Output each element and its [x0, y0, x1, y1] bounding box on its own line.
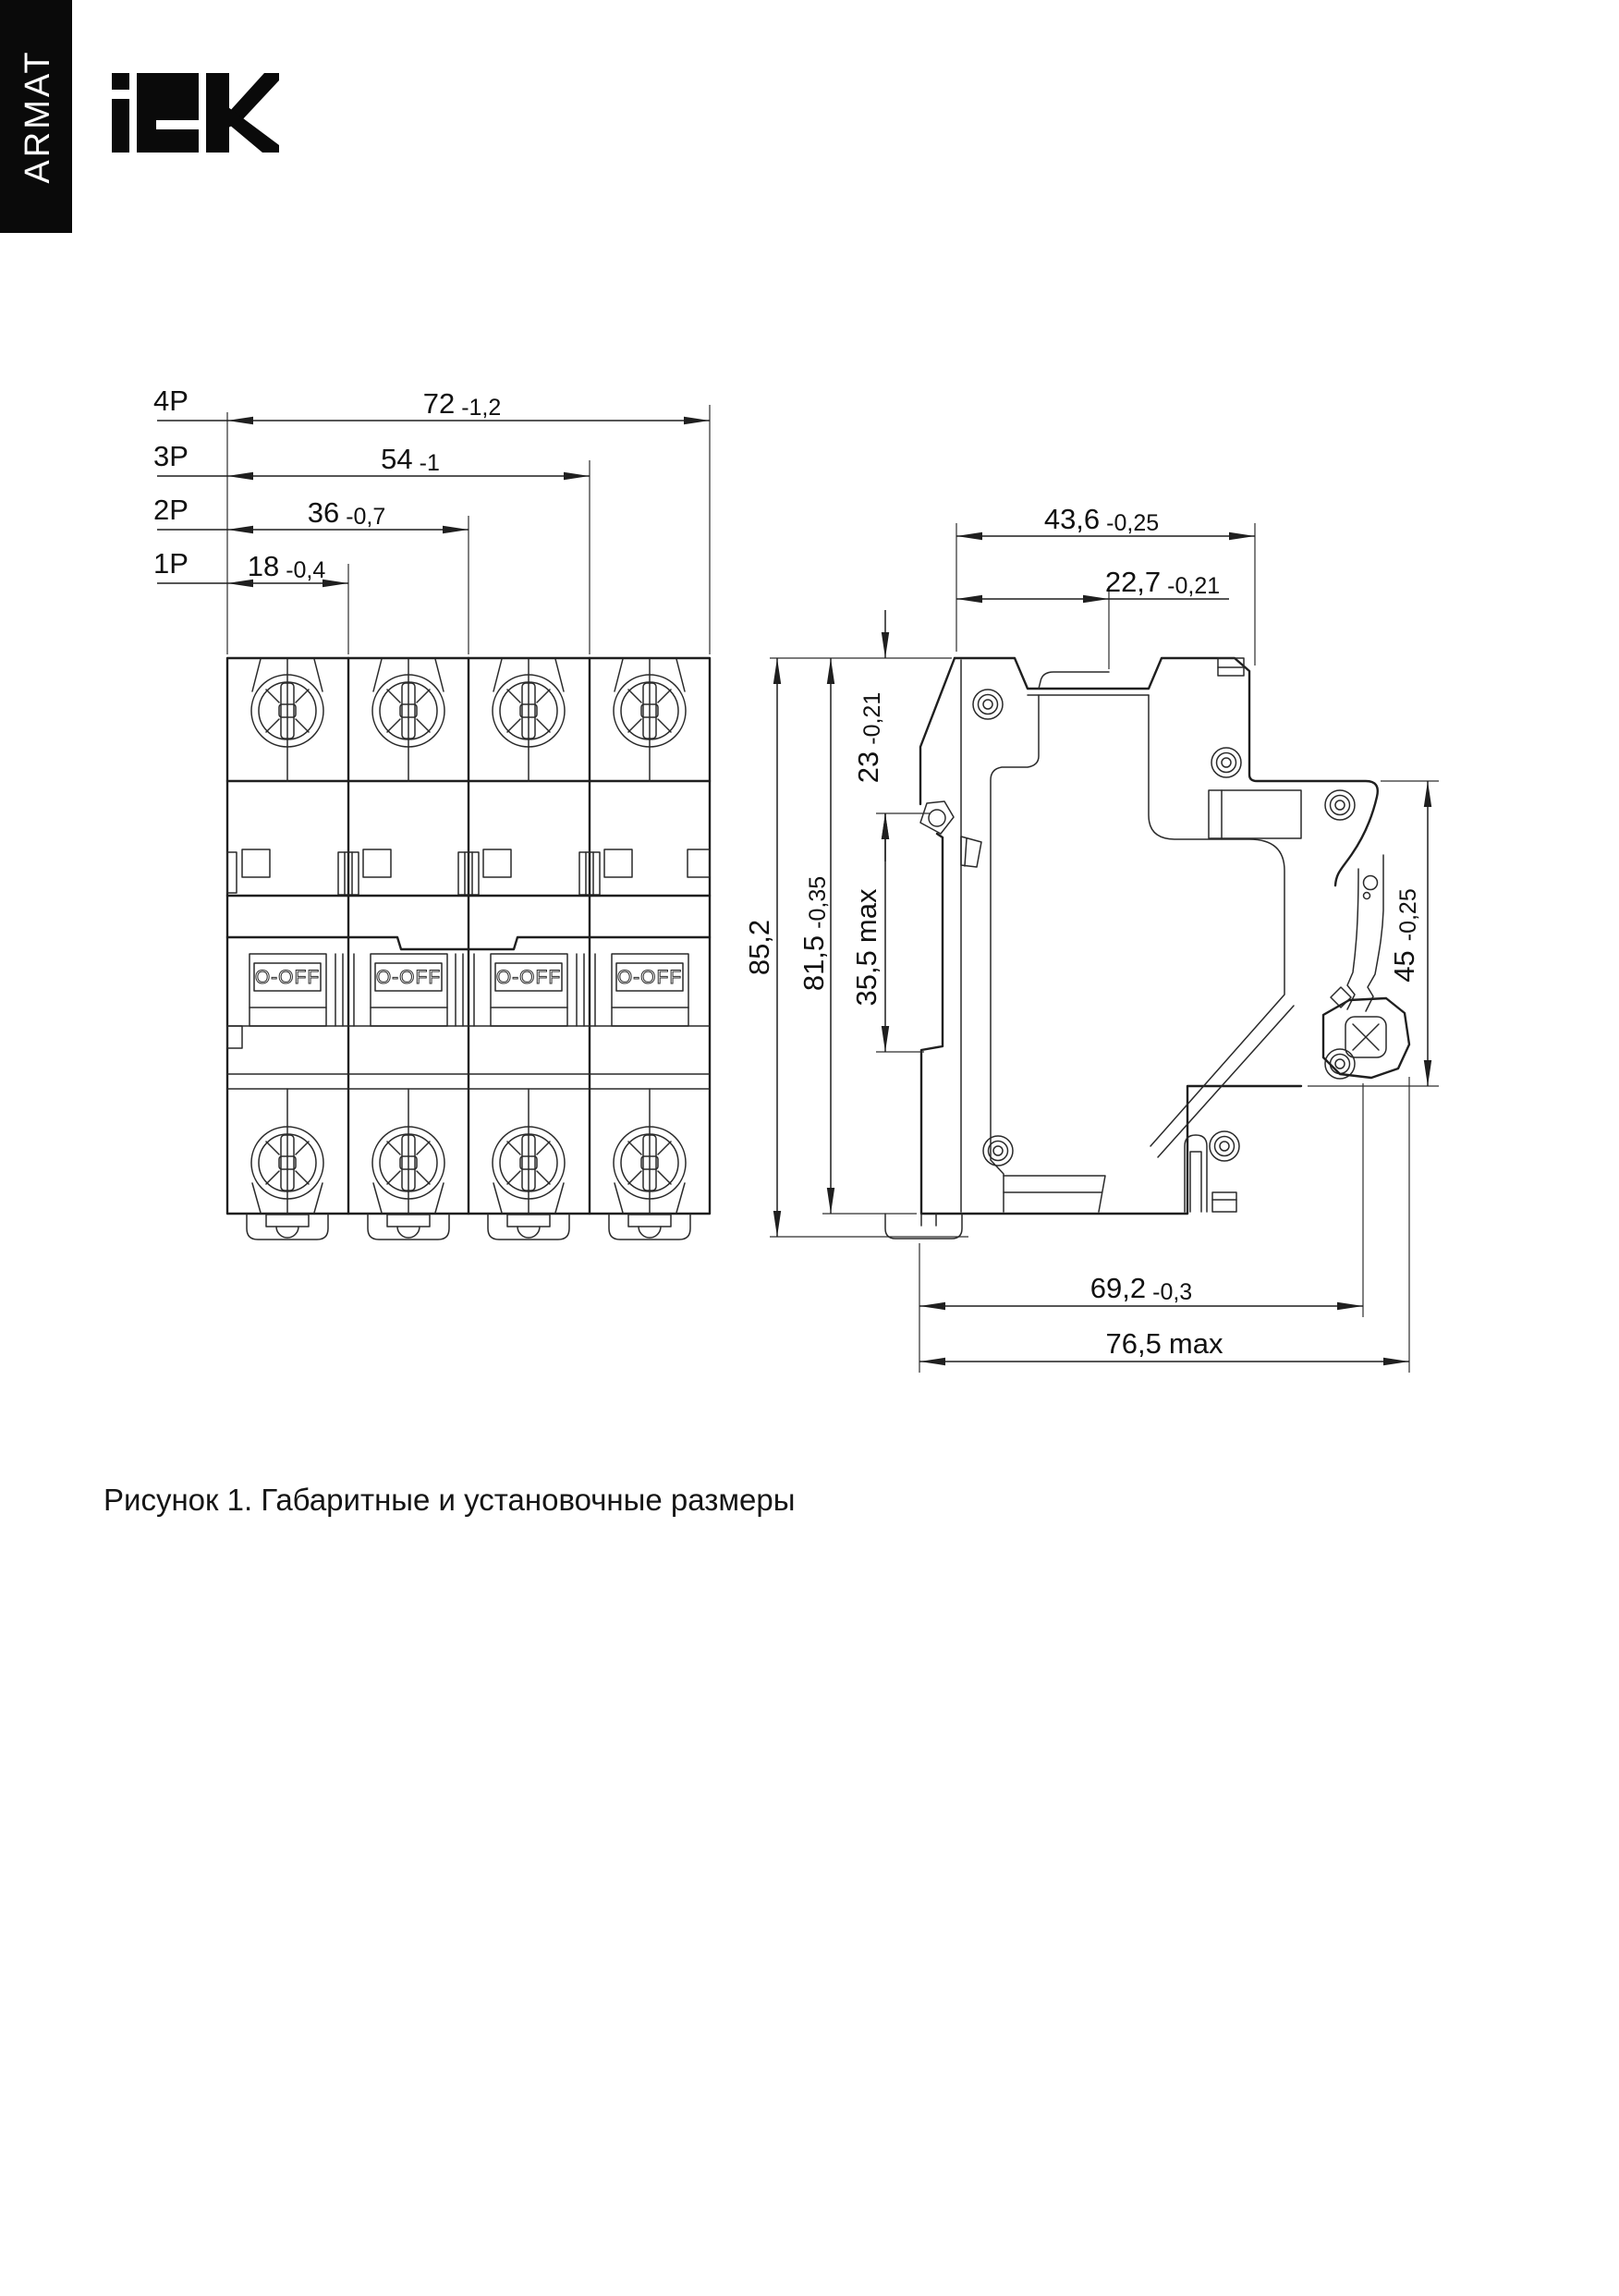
terminal-screw-top [493, 659, 565, 781]
housing-rivet [973, 690, 1003, 719]
dim-35-5: 35,5max [850, 888, 883, 1007]
terminal-screw-top [372, 659, 444, 781]
din-clip [609, 1215, 690, 1240]
switch-state-label: O-OFF [375, 967, 442, 988]
pole-label-1p: 1P [153, 547, 189, 580]
din-clip [488, 1215, 569, 1240]
dim-43-6: 43,6 -0,25 [1043, 503, 1160, 536]
pole-divider [577, 658, 600, 1214]
front-view [227, 658, 710, 1240]
dim-69-2: 69,2 -0,3 [1089, 1272, 1193, 1305]
pole-label-2p: 2P [153, 494, 189, 526]
din-clip [368, 1215, 449, 1240]
front-view-dimensions [153, 385, 710, 654]
switch-state-label: O-OFF [495, 967, 562, 988]
armat-vertical-label: ARMAT [18, 49, 57, 184]
iek-logo [112, 73, 279, 153]
housing-rivet [1325, 790, 1355, 820]
brand-header [0, 0, 279, 233]
latch-hole [1364, 876, 1378, 890]
dim-76-5: 76,5 max [1105, 1327, 1223, 1360]
pole-divider [456, 658, 479, 1214]
dim-18: 18 -0,4 [247, 550, 326, 583]
figure-caption: Рисунок 1. Габаритные и установочные размеры [103, 1483, 796, 1517]
housing-rivet [1210, 1131, 1239, 1161]
side-view [885, 658, 1409, 1239]
terminal-screw-top [614, 659, 686, 781]
switch-state-label: O-OFF [616, 967, 683, 988]
dim-81-5: 81,5-0,35 [797, 875, 831, 992]
dim-23: 23-0,21 [852, 691, 885, 784]
din-clip-side [885, 1214, 962, 1239]
rail-claw [920, 801, 954, 834]
terminal-screw-top [251, 659, 323, 781]
pole-divider [335, 658, 359, 1214]
terminal-screw-bottom [372, 1089, 444, 1213]
terminal-screw-bottom [614, 1089, 686, 1213]
dim-36: 36 -0,7 [307, 496, 386, 530]
housing-rivet [1211, 748, 1241, 777]
rail-pocket [1209, 790, 1301, 838]
din-clip [247, 1215, 328, 1240]
dim-85-2: 85,2 [743, 919, 775, 976]
terminal-screw-bottom [251, 1089, 323, 1213]
side-view-dimensions [743, 503, 1439, 1373]
housing-rivet [983, 1136, 1013, 1166]
pole-label-3p: 3P [153, 440, 189, 472]
dim-22-7: 22,7 -0,21 [1104, 566, 1221, 599]
dim-72: 72 -1,2 [422, 387, 502, 421]
terminal-screw-bottom [493, 1089, 565, 1213]
pole-label-4p: 4P [153, 385, 189, 417]
dim-45: 45-0,25 [1388, 888, 1421, 983]
switch-state-label: O-OFF [254, 967, 321, 988]
dim-54: 54 -1 [381, 443, 440, 476]
